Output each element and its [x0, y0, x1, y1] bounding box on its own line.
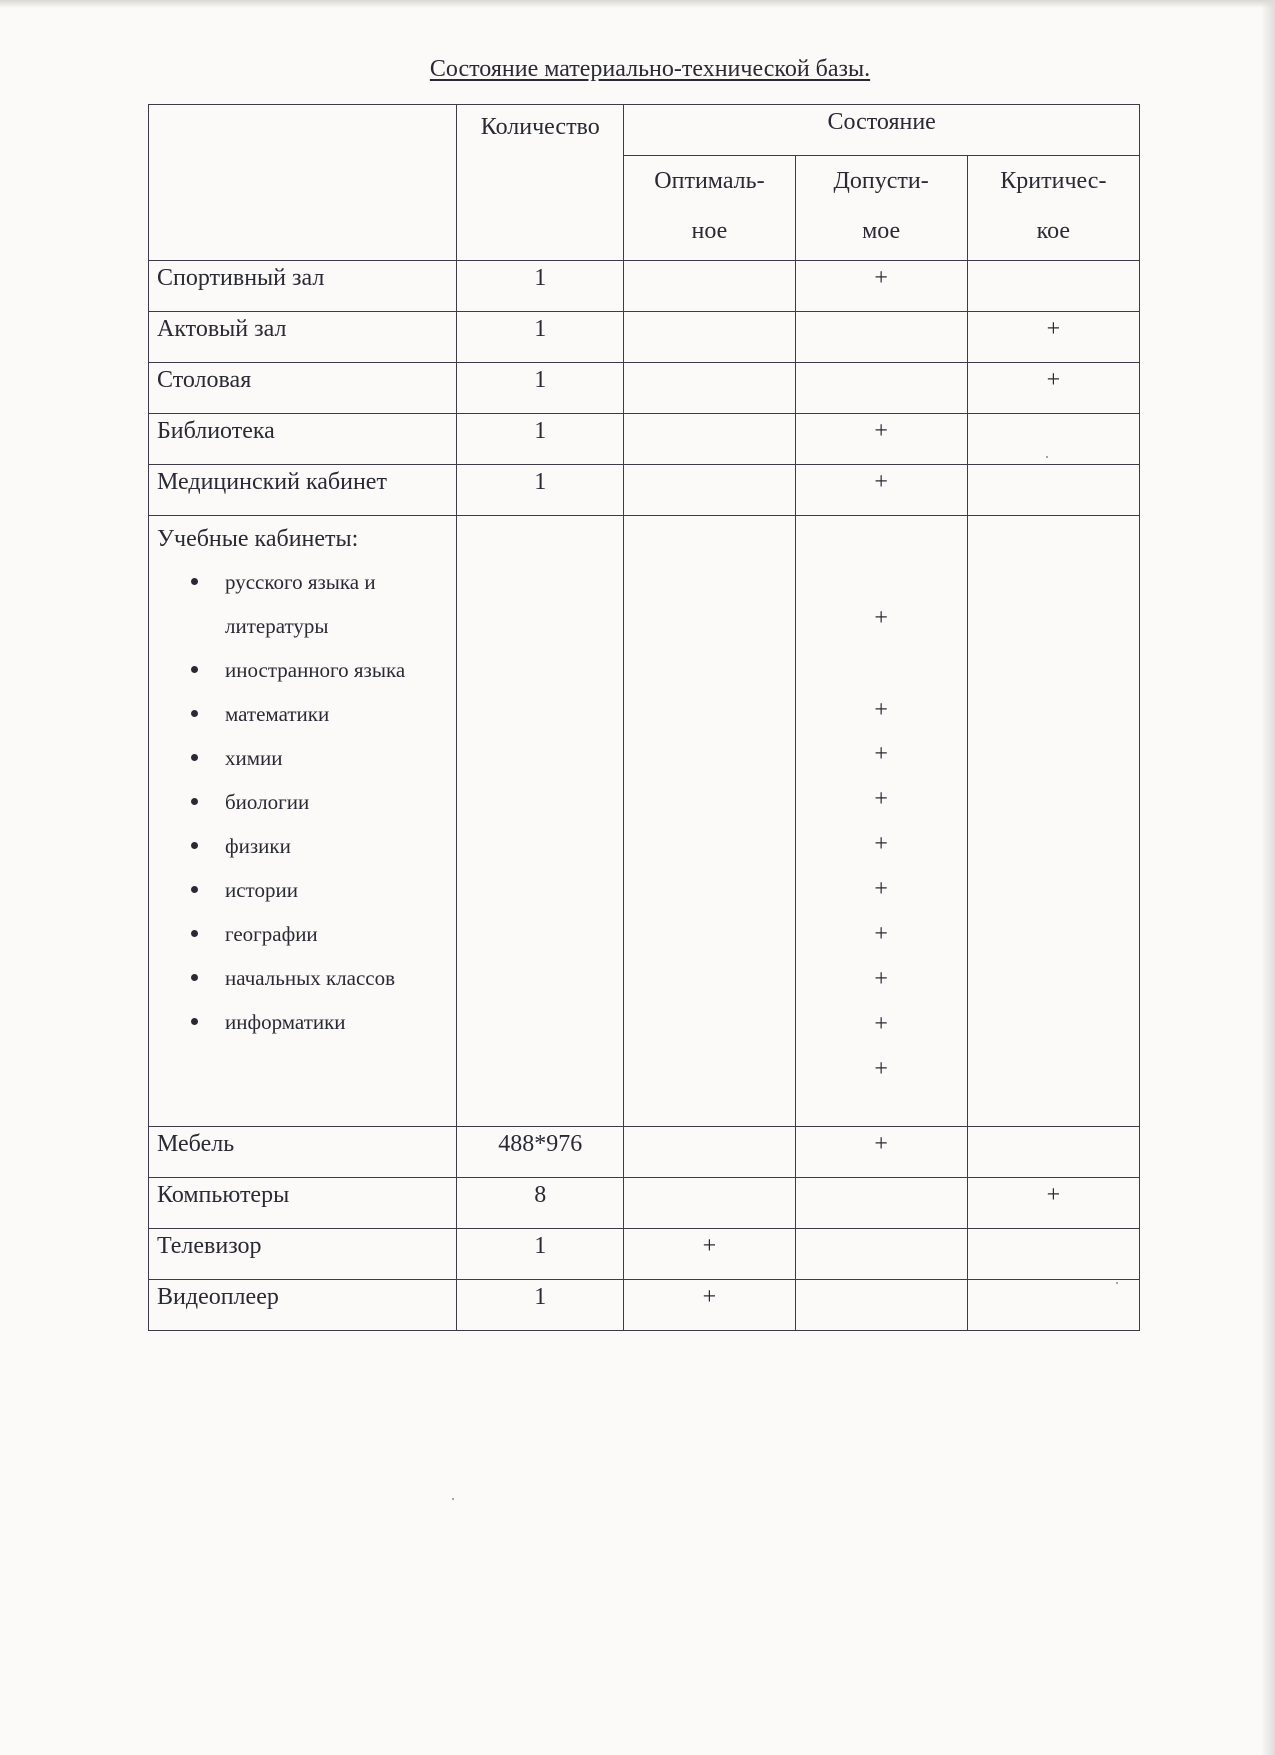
row-critical-cell: +: [967, 363, 1139, 414]
classrooms-row: [149, 516, 1140, 1127]
row-name-cell: Библиотека: [149, 414, 457, 465]
row-name-cell: Актовый зал: [149, 312, 457, 363]
header-admissible: [795, 156, 967, 261]
row-admissible-cell: +: [795, 465, 967, 516]
row-quantity-cell: 1: [457, 363, 624, 414]
equipment-table: [148, 104, 1140, 1331]
row-admissible-cell: [795, 1280, 967, 1331]
table-row: [149, 465, 1140, 516]
row-critical-cell: [967, 1280, 1139, 1331]
row-quantity-cell: 1: [457, 1229, 624, 1280]
row-optimal-cell: [624, 1127, 795, 1178]
classroom-item: биологии: [187, 780, 456, 824]
classroom-admissible-mark: +: [874, 605, 888, 631]
row-name-cell: Телевизор: [149, 1229, 457, 1280]
row-quantity-cell: 1: [457, 414, 624, 465]
row-name-cell: Компьютеры: [149, 1178, 457, 1229]
classrooms-qty-cell: [457, 516, 624, 1127]
scan-speck: [1116, 1282, 1118, 1284]
classroom-admissible-mark: +: [874, 921, 888, 947]
row-quantity-cell: 1: [457, 465, 624, 516]
table-row: [149, 1229, 1140, 1280]
table-row: [149, 1127, 1140, 1178]
classroom-admissible-mark: +: [874, 697, 888, 723]
row-optimal-cell: [624, 312, 795, 363]
row-admissible-cell: +: [795, 414, 967, 465]
row-admissible-cell: [795, 1178, 967, 1229]
table-row: [149, 1280, 1140, 1331]
row-admissible-cell: +: [795, 261, 967, 312]
header-admissible-label: Допусти- мое: [833, 168, 929, 244]
classroom-item: начальных классов: [187, 956, 456, 1000]
header-optimal-label: Оптималь- ное: [654, 168, 765, 244]
header-critical: [967, 156, 1139, 261]
row-optimal-cell: +: [624, 1229, 795, 1280]
classroom-admissible-mark: +: [874, 831, 888, 857]
classroom-list: [149, 560, 456, 1044]
row-name-cell: Видеоплеер: [149, 1280, 457, 1331]
row-name-cell: Спортивный зал: [149, 261, 457, 312]
classroom-item: географии: [187, 912, 456, 956]
header-empty-cell: [149, 105, 457, 261]
classroom-item: истории: [187, 868, 456, 912]
row-optimal-cell: +: [624, 1280, 795, 1331]
header-optimal: [624, 156, 795, 261]
classrooms-title: Учебные кабинеты:: [157, 526, 359, 552]
classrooms-critical-cell: [967, 516, 1139, 1127]
row-critical-cell: [967, 1229, 1139, 1280]
scan-edge: [0, 0, 1275, 8]
classroom-item: иностранного языка: [187, 648, 456, 692]
row-critical-cell: +: [967, 1178, 1139, 1229]
classroom-item: химии: [187, 736, 456, 780]
classroom-admissible-mark: +: [874, 1011, 888, 1037]
row-admissible-cell: [795, 363, 967, 414]
table-row: [149, 312, 1140, 363]
classroom-item: математики: [187, 692, 456, 736]
row-name-cell: Медицинский кабинет: [149, 465, 457, 516]
scan-edge: [1261, 0, 1275, 1755]
row-critical-cell: +: [967, 312, 1139, 363]
row-quantity-cell: 1: [457, 312, 624, 363]
row-optimal-cell: [624, 1178, 795, 1229]
row-optimal-cell: [624, 363, 795, 414]
table-row: [149, 1178, 1140, 1229]
row-quantity-cell: 1: [457, 261, 624, 312]
classroom-admissible-mark: +: [874, 876, 888, 902]
row-name-cell: Мебель: [149, 1127, 457, 1178]
header-critical-label: Критичес- кое: [1000, 168, 1107, 244]
row-admissible-cell: [795, 1229, 967, 1280]
row-admissible-cell: [795, 312, 967, 363]
header-state: Состояние: [624, 105, 1140, 156]
table-row: [149, 261, 1140, 312]
row-quantity-cell: 1: [457, 1280, 624, 1331]
table-row: [149, 363, 1140, 414]
classroom-item: информатики: [187, 1000, 456, 1044]
header-quantity: Количество: [457, 105, 624, 261]
classroom-admissible-mark: +: [874, 1056, 888, 1082]
row-critical-cell: [967, 1127, 1139, 1178]
scan-speck: [452, 1498, 454, 1500]
document-title: Состояние материально-технической базы.: [429, 56, 871, 82]
classrooms-cell: [149, 516, 457, 1127]
row-admissible-cell: +: [795, 1127, 967, 1178]
row-critical-cell: [967, 465, 1139, 516]
table-row: [149, 414, 1140, 465]
row-name-cell: Столовая: [149, 363, 457, 414]
classroom-admissible-mark: +: [874, 786, 888, 812]
classroom-item: русского языка и литературы: [187, 560, 456, 648]
row-optimal-cell: [624, 261, 795, 312]
classroom-admissible-mark: +: [874, 966, 888, 992]
row-optimal-cell: [624, 465, 795, 516]
classrooms-admissible-cell: [795, 516, 967, 1127]
classrooms-optimal-cell: [624, 516, 795, 1127]
row-quantity-cell: 488*976: [457, 1127, 624, 1178]
row-critical-cell: [967, 261, 1139, 312]
row-critical-cell: [967, 414, 1139, 465]
row-optimal-cell: [624, 414, 795, 465]
classroom-item: физики: [187, 824, 456, 868]
scan-speck: [1046, 456, 1048, 458]
row-quantity-cell: 8: [457, 1178, 624, 1229]
classroom-admissible-mark: +: [874, 741, 888, 767]
